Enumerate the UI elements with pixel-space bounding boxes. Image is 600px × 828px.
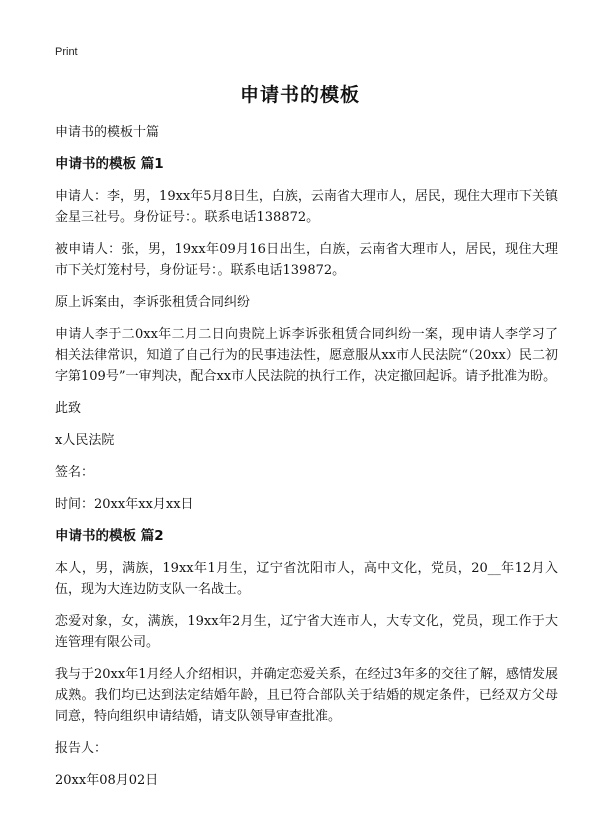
document-subtitle: 申请书的模板十篇 [55,125,160,140]
case-reason-paragraph: 原上诉案由，李诉张租赁合同纠纷 [55,295,251,310]
date-line: 20xx年08月02日 [55,773,159,788]
signature-line: 签名： [55,465,95,480]
section-1-body-paragraph: 申请人李于二0xx年二月二日向贵院上诉李诉张租赁合同纠纷一案，现申请人李学习了相关法律常识，知道了自己行为的民事违法性，愿意服从xx市人民法院“（20xx）民二初字第109号”一审判决，配合xx市人民法院的执行工作，决定撤回起诉。请予批准为盼。 [55,327,558,384]
salutation-line: 此致 [55,401,82,416]
court-line: x人民法院 [55,433,115,448]
section-2-body-paragraph: 我与于20xx年1月经人介绍相识，并确定恋爱关系，在经过3年多的交往了解，感情发展成熟。我们均已达到法定结婚年龄，且已符合部队关于结婚的规定条件，已经双方父母同意，特向组织申请结婚，请支队领导审查批准。 [55,667,558,724]
document-title: 申请书的模板 [239,84,360,106]
applicant-paragraph: 申请人：李，男，19xx年5月8日生，白族，云南省大理市人，居民，现住大理市下关镇金星三社号。身份证号：。联系电话138872。 [55,189,558,225]
document-body [55,122,558,802]
partner-paragraph: 恋爱对象，女，满族，19xx年2月生，辽宁省大连市人，大专文化，党员，现工作于大连管理有限公司。 [55,614,558,650]
reporter-line: 报告人： [55,741,108,756]
section-2-heading: 申请书的模板 篇2 [55,528,164,544]
print-label: Print [55,46,78,58]
section-1-heading: 申请书的模板 篇1 [55,156,164,172]
time-line: 时间：20xx年xx月xx日 [55,497,194,512]
self-intro-paragraph: 本人，男，满族，19xx年1月生，辽宁省沈阳市人，高中文化，党员，20__年12月入伍，现为大连边防支队一名战士。 [55,561,558,597]
respondent-paragraph: 被申请人：张，男，19xx年09月16日出生，白族，云南省大理市人，居民，现住大理市下关灯笼村号，身份证号：。联系电话139872。 [55,242,558,278]
